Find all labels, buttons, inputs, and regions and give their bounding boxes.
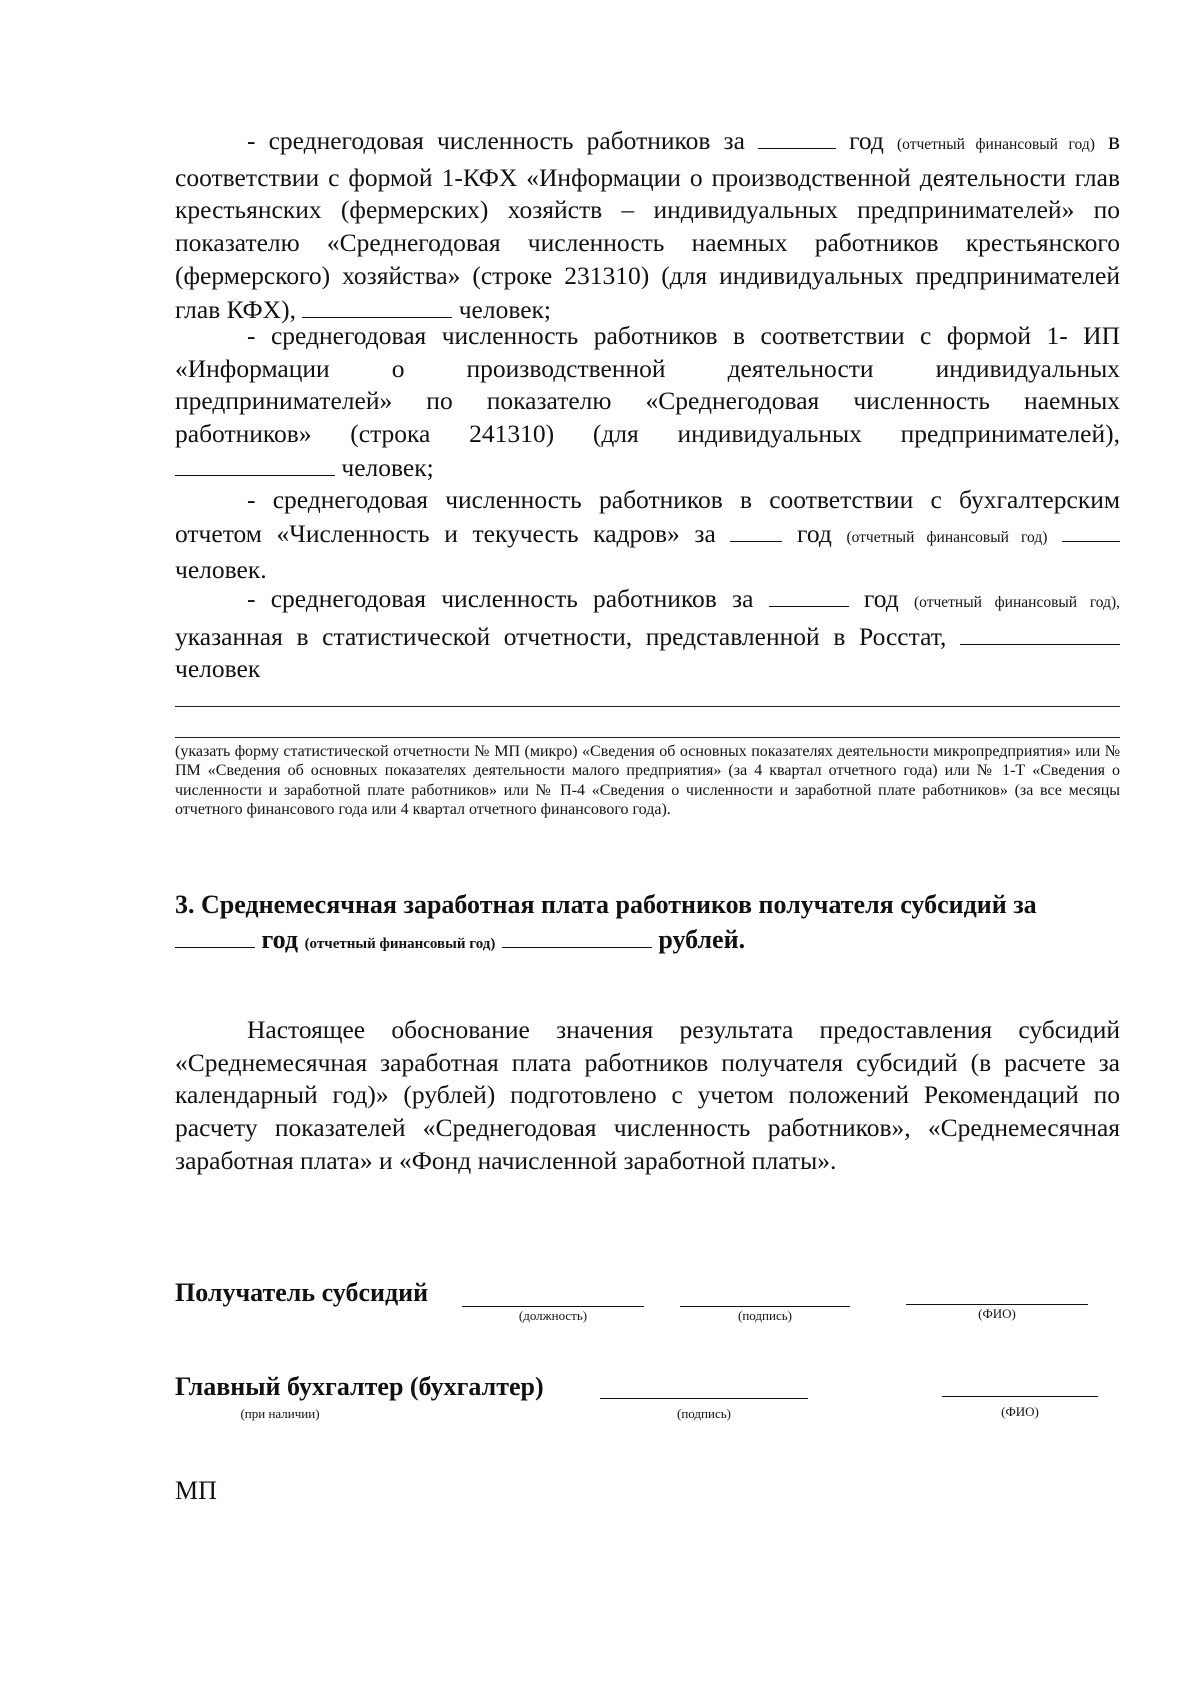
small-note: (отчетный финансовый год) <box>846 528 1048 546</box>
section-3-title: 3. Среднемесячная заработная плата работников получателя субсидий за <box>175 890 1037 919</box>
text: человек <box>175 654 261 684</box>
recipient-position-line[interactable] <box>462 1306 644 1307</box>
count-blank[interactable] <box>960 620 1120 645</box>
recipient-name-line[interactable] <box>906 1304 1088 1305</box>
text: человек; <box>458 294 552 324</box>
year-blank[interactable] <box>758 124 836 149</box>
year-blank[interactable] <box>730 517 782 542</box>
accountant-name-line[interactable] <box>942 1396 1098 1397</box>
paragraph-accounting <box>175 484 1120 587</box>
caption-signature: (подпись) <box>677 1406 731 1421</box>
small-note: (отчетный финансовый год), <box>913 594 1121 611</box>
caption-name: (ФИО) <box>978 1306 1016 1321</box>
text: указанная в статистической отчетности, представленной в Росстат, <box>175 621 947 651</box>
text: год <box>849 126 884 155</box>
year-blank[interactable] <box>175 923 255 948</box>
text: рублей. <box>658 925 746 954</box>
text: человек; <box>341 452 434 482</box>
accountant-label: Главный бухгалтер (бухгалтер) <box>175 1372 544 1401</box>
paragraph-rosstat <box>175 582 1120 686</box>
text: - среднегодовая численность работников в соответствии с формой 1- ИП «Информации о производственной деятельности индивидуальных предпринимателей» по показателю «Среднегодовая численность наемных работников» (строка 241310) (для индивидуальных предпринимателей), <box>175 321 1120 449</box>
year-blank[interactable] <box>769 582 849 607</box>
accountant-signature-line[interactable] <box>600 1398 808 1399</box>
text: человек. <box>175 555 267 585</box>
caption-position: (должность) <box>518 1308 588 1323</box>
caption-name: (ФИО) <box>1001 1404 1039 1419</box>
count-blank[interactable] <box>1062 517 1120 542</box>
text: год <box>863 584 899 613</box>
text: - среднегодовая численность работников за <box>247 126 745 155</box>
justification-paragraph: Настоящее обоснование значения результата предоставления субсидий «Среднемесячная заработная плата работников получателя субсидий (в расчете за календарный год)» (рублей) подготовлено с учетом положений Рекомендаций по расчету показателей «Среднегодовая численность работников», «Среднемесячная заработная плата» и «Фонд начисленной заработной платы». <box>175 1015 1120 1175</box>
count-blank[interactable] <box>302 293 452 318</box>
text: год <box>797 518 832 548</box>
recipient-label: Получатель субсидий <box>175 1278 429 1307</box>
recipient-signature-line[interactable] <box>680 1306 850 1307</box>
caption-signature: (подпись) <box>738 1308 792 1323</box>
stamp-label: МП <box>175 1476 217 1505</box>
paragraph-kfh <box>175 124 1120 326</box>
text: в соответствии с формой 1-КФХ «Информации о производственной деятельности глав крестьянских (фермерских) хозяйств – индивидуальных предпринимателей» по показателю «Среднегодовая численность наемных работников крестьянского (фермерского) хозяйства» (строке 231310) (для индивидуальных предпринимателей глав КФХ), <box>175 126 1121 324</box>
fill-line-2[interactable] <box>175 737 1120 738</box>
fill-line-1[interactable] <box>175 706 1120 707</box>
paragraph-ip <box>175 320 1120 485</box>
statistics-form-note: (указать форму статистической отчетности № МП (микро) «Сведения об основных показателях деятельности микропредприятия» или № ПМ «Сведения об основных показателях деятельности малого предприятия» (за 4 квартал отчетного года) или № 1-Т «Сведения о численности и заработной плате работников» или № П-4 «Сведения о численности и заработной плате работников» (за все месяцы отчетного финансового года или 4 квартал отчетного финансового года). <box>175 743 1120 818</box>
salary-blank[interactable] <box>502 923 652 948</box>
small-note: (отчетный финансовый год) <box>897 136 1095 153</box>
section-3-heading <box>175 887 1120 962</box>
small-note: (отчетный финансовый год) <box>304 936 496 952</box>
text: год <box>261 925 299 954</box>
text: - среднегодовая численность работников в соответствии с бухгалтерским отчетом «Численность и текучесть кадров» за <box>175 485 1120 548</box>
count-blank[interactable] <box>175 451 335 476</box>
caption-note: (при наличии) <box>240 1406 320 1421</box>
text: - среднегодовая численность работников за <box>247 584 754 613</box>
